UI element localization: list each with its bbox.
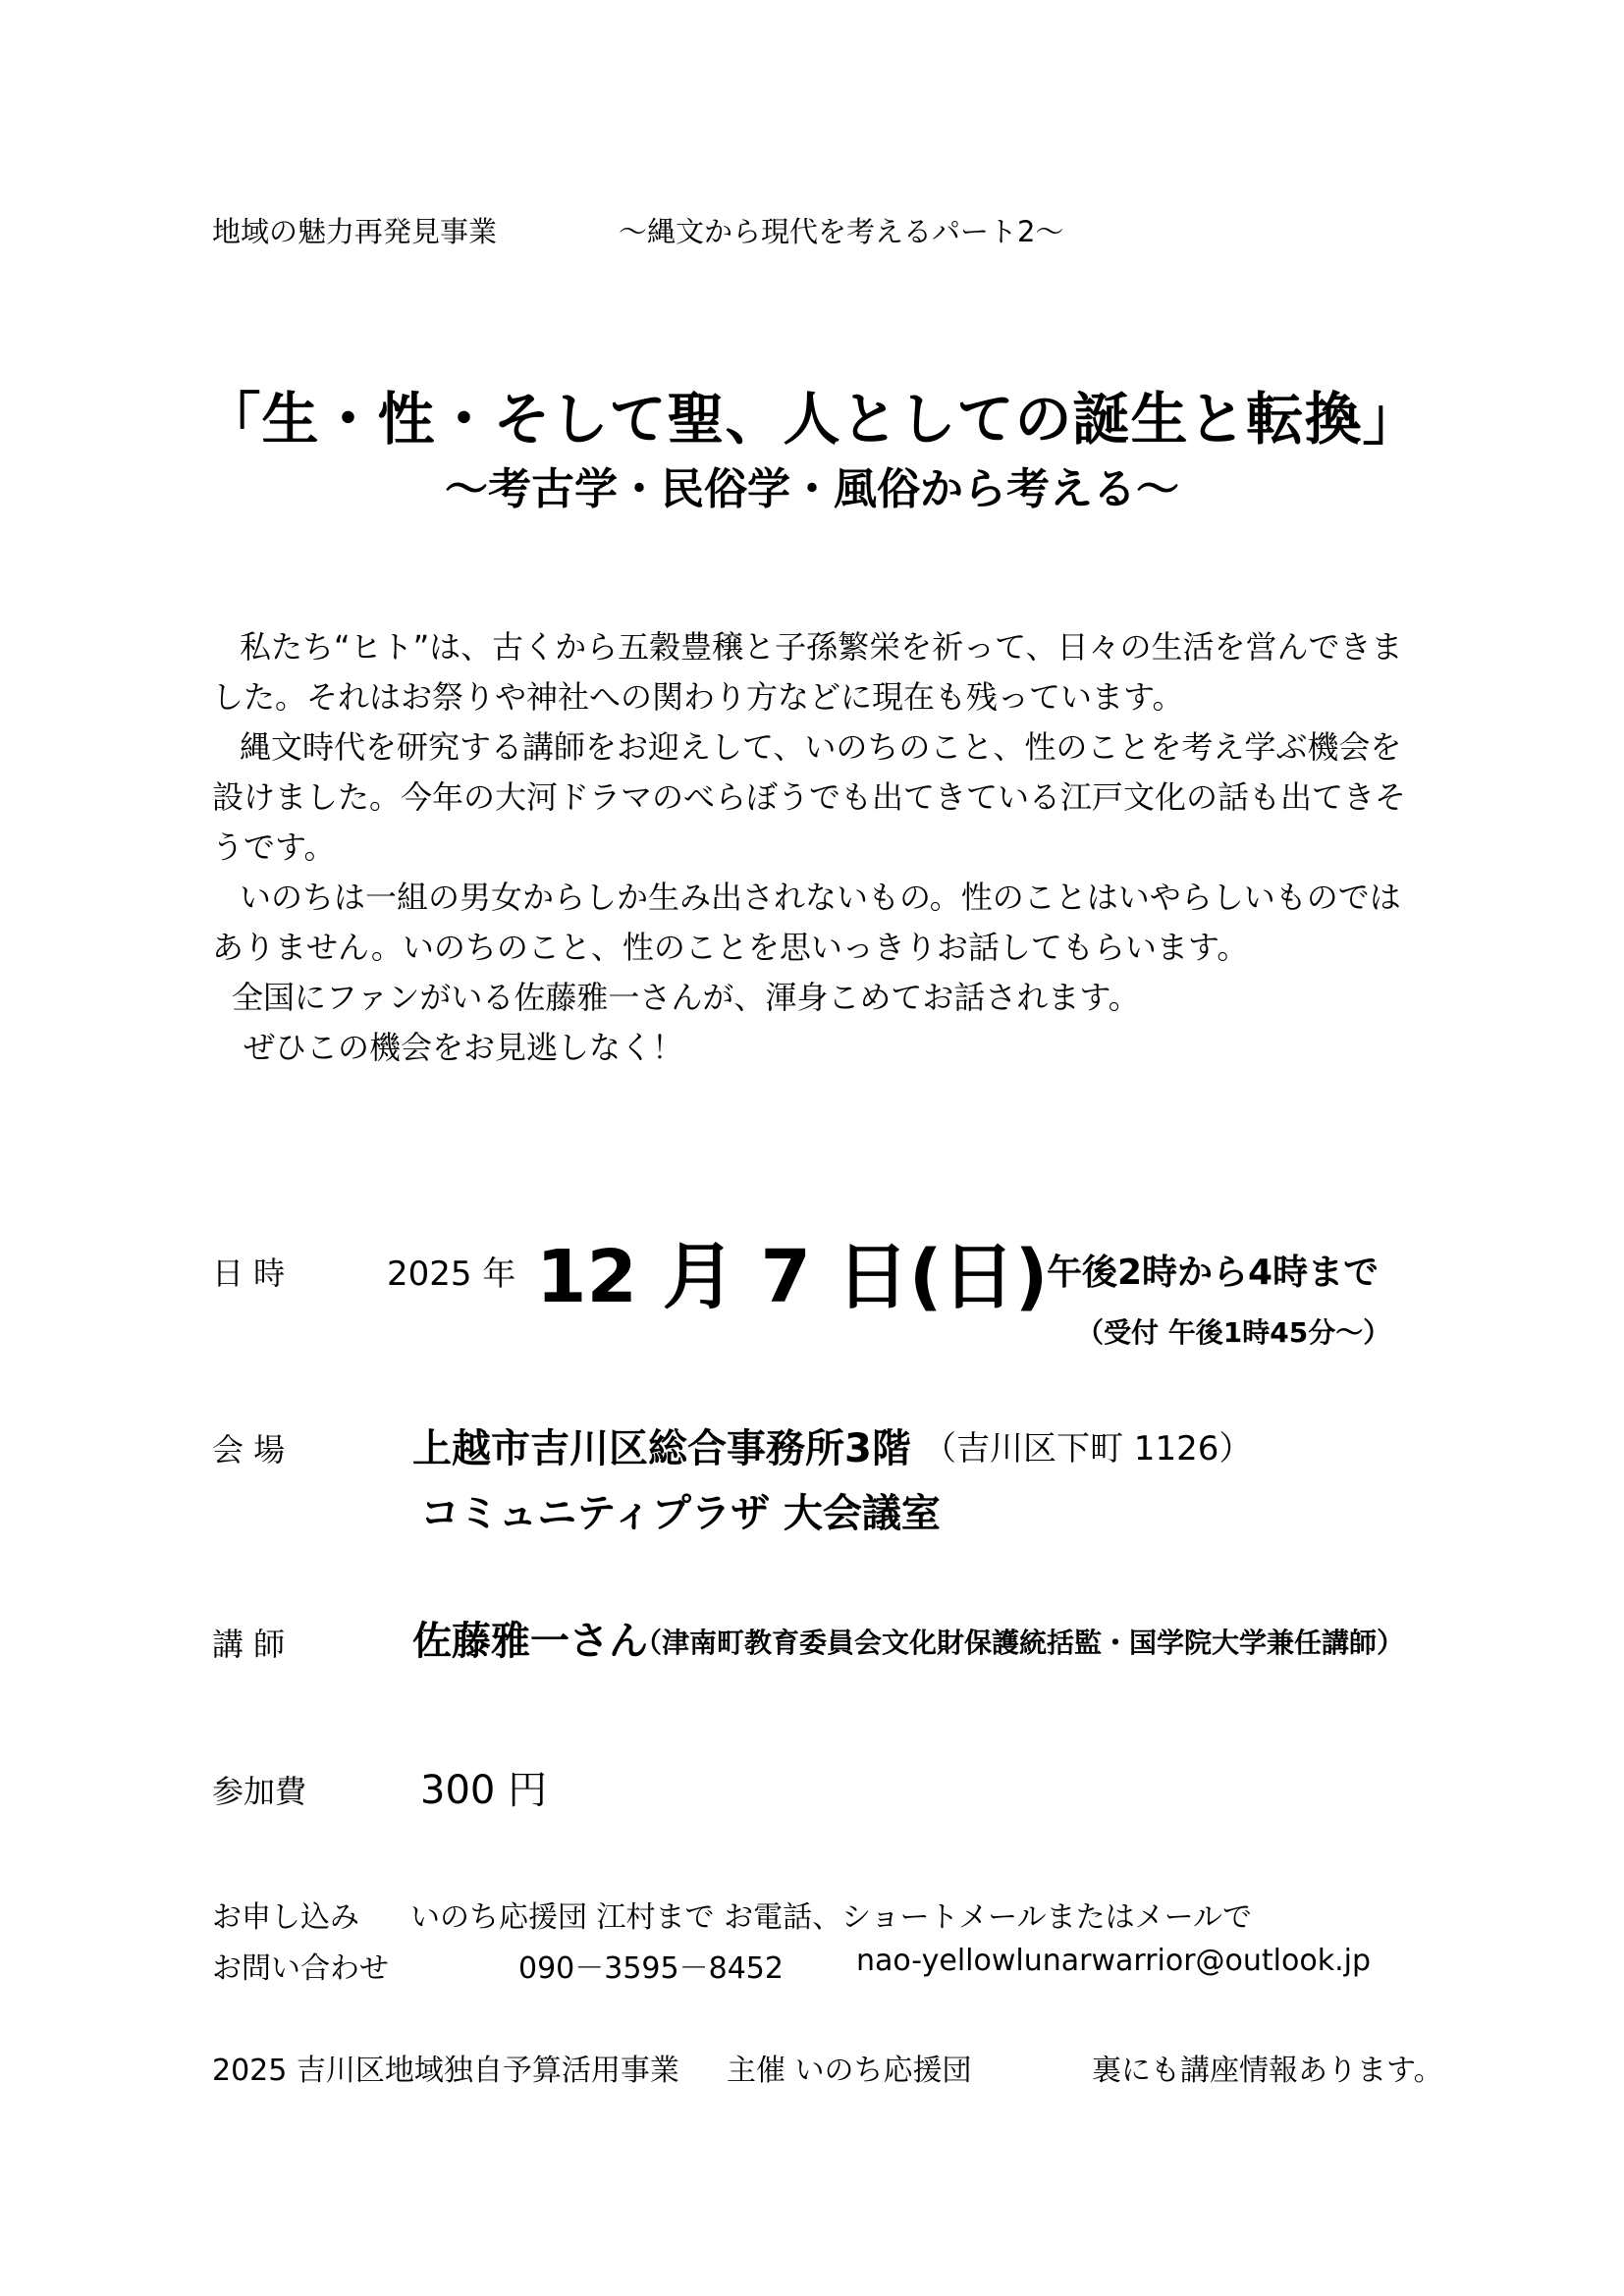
venue-address: （吉川区下町 1126） [923,1429,1253,1468]
date-time: 午後2時から4時まで [1047,1253,1380,1293]
page-title: 「生・性・そして聖、人としての誕生と転換」 [203,386,1421,453]
date-day: 12 月 7 日(日) [536,1235,1049,1319]
venue-label: 会 場 [212,1431,286,1468]
venue-name: 上越市吉川区総合事務所3階 [412,1426,911,1471]
series-subtitle: ～縄文から現代を考えるパート2～ [619,215,1064,248]
project-name: 地域の魅力再発見事業 [212,215,498,248]
page-subtitle: ～考古学・民俗学・風俗から考える～ [445,464,1179,514]
apply-label: お申し込み [212,1900,359,1935]
intro-line: うです。 [212,828,336,866]
footer-program: 2025 吉川区地域独自予算活用事業 [212,2054,679,2088]
fee-value: 300 円 [420,1768,548,1813]
fee-label: 参加費 [212,1773,307,1810]
intro-line: 設けました。今年の大河ドラマのべらぼうでも出てきている江戸文化の話も出てきそ [212,778,1407,816]
apply-text: いのち応援団 江村まで お電話、ショートメールまたはメールで [410,1900,1252,1935]
intro-line: した。それはお祭りや神社への関わり方などに現在も残っています。 [212,678,1184,716]
intro-line: いのちは一組の男女からしか生み出されないもの。性のことはいやらしいものでは [240,879,1401,916]
lecturer-label: 講 師 [212,1626,286,1663]
reception-time: （受付 午後1時45分～） [1076,1316,1391,1349]
lecturer-name: 佐藤雅一さん [412,1619,648,1664]
intro-line: 縄文時代を研究する講師をお迎えして、いのちのこと、性のことを考え学ぶ機会を [240,728,1402,766]
intro-line: ありません。いのちのこと、性のことを思いっきりお話してもらいます。 [212,929,1249,966]
intro-line: 私たち“ヒト”は、古くから五穀豊穣と子孫繁栄を祈って、日々の生活を営んできま [240,628,1403,666]
email-address: nao-yellowlunarwarrior@outlook.jp [856,1944,1372,1978]
venue-room: コミュニティプラザ 大会議室 [420,1491,941,1536]
date-label: 日 時 [212,1255,286,1292]
intro-line: ぜひこの機会をお見逃しなく！ [244,1029,684,1066]
phone-number: 090－3595－8452 [518,1951,784,1986]
date-year: 2025 年 [387,1255,516,1294]
inquiry-label: お問い合わせ [212,1951,389,1986]
footer-organizer: 主催 いのち応援団 [727,2054,972,2088]
lecturer-title: （津南町教育委員会文化財保護統括監・国学院大学兼任講師） [634,1627,1405,1659]
footer-note: 裏にも講座情報あります。 [1092,2054,1443,2088]
intro-line: 全国にファンがいる佐藤雅一さんが、渾身こめてお話されます。 [232,979,1140,1016]
